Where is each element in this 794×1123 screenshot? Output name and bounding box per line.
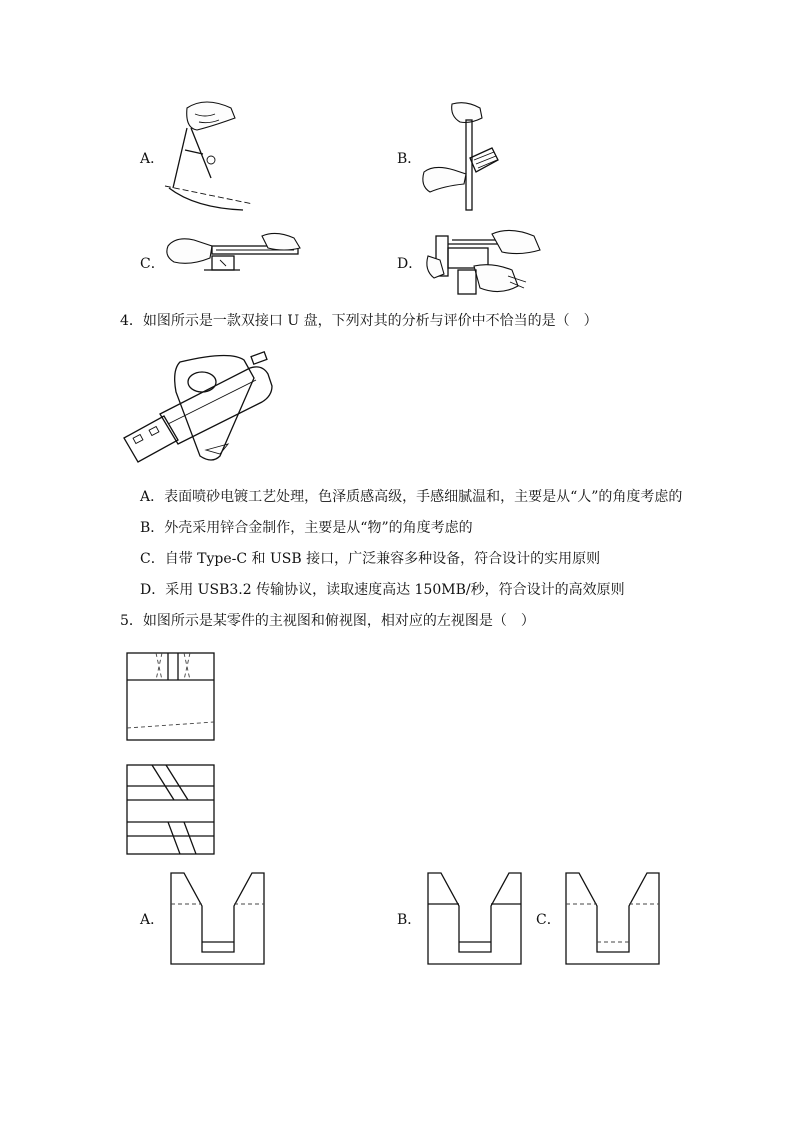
q3-option-b-figure: [420, 100, 500, 212]
q5-option-c-figure: [565, 872, 661, 966]
q4-option-d: D．采用 USB3.2 传输协议，读取速度高达 150MB/秒，符合设计的高效原则: [140, 582, 625, 598]
q5-option-a-label: A．: [140, 912, 165, 928]
q4-option-c: C．自带 Type-C 和 USB 接口，广泛兼容多种设备，符合设计的实用原则: [140, 551, 601, 567]
q3-option-c-figure: [164, 232, 306, 276]
q4-stem: 4．如图所示是一款双接口 U 盘，下列对其的分析与评价中不恰当的是（ ）: [120, 313, 598, 329]
q5-stem: 5．如图所示是某零件的主视图和俯视图，相对应的左视图是（ ）: [120, 613, 535, 629]
q3-option-b-label: B．: [397, 151, 422, 167]
q3-option-a-figure: [165, 100, 255, 212]
q5-front-view: [126, 652, 216, 742]
q3-option-a-label: A．: [140, 151, 165, 167]
q5-option-c-label: C．: [536, 912, 561, 928]
q3-option-c-label: C．: [140, 256, 165, 272]
q4-option-b: B．外壳采用锌合金制作，主要是从“物”的角度考虑的: [140, 520, 473, 536]
q5-top-view: [126, 764, 216, 856]
q5-option-b-figure: [427, 872, 523, 966]
q3-option-d-figure: [422, 226, 552, 300]
q5-option-b-label: B．: [397, 912, 422, 928]
q3-option-d-label: D．: [397, 256, 423, 272]
q4-option-a: A．表面喷砂电镀工艺处理，色泽质感高级，手感细腻温和，主要是从“人”的角度考虑的: [140, 489, 683, 505]
q4-usb-figure: [120, 344, 282, 468]
q5-option-a-figure: [170, 872, 266, 966]
